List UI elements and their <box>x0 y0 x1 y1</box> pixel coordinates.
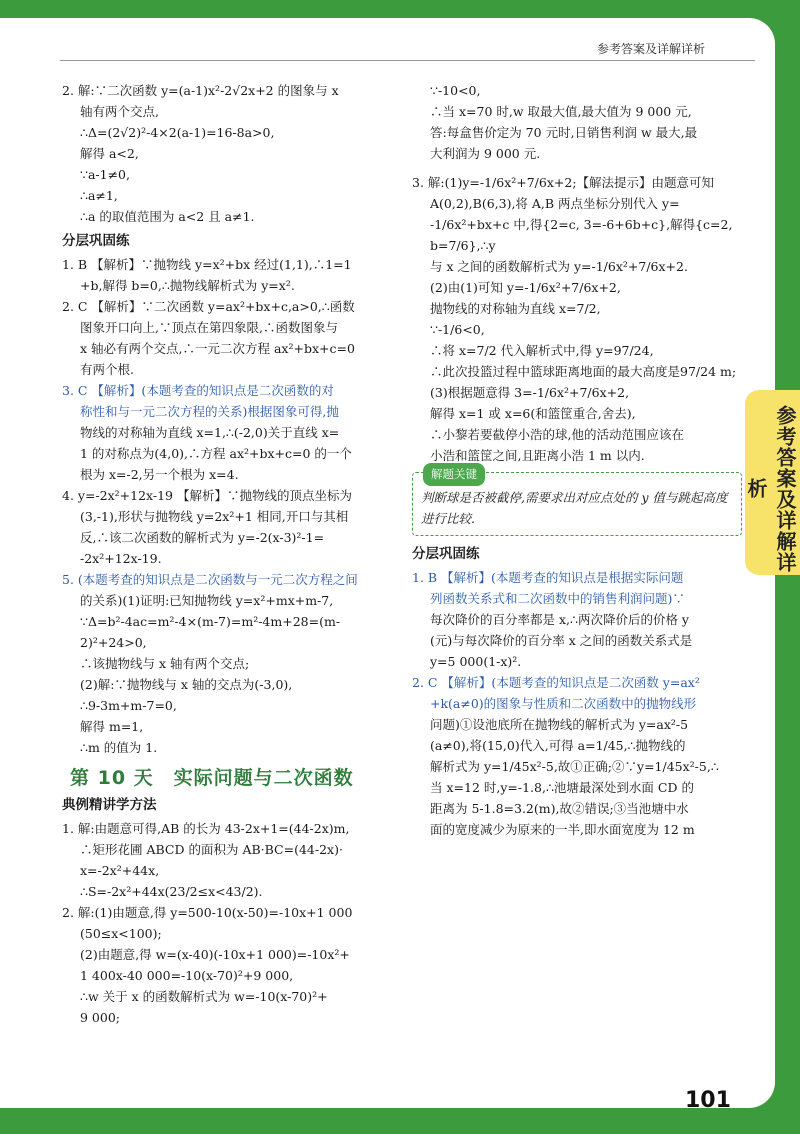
answer-block-s2 <box>62 818 394 1028</box>
text-line: ∴m 的值为 1. <box>80 740 158 755</box>
text-line: 4. y=-2x²+12x-19 【解析】∵抛物线的顶点坐标为 <box>62 488 352 503</box>
text-line: (2)由题意,得 w=(x-40)(-10x+1 000)=-10x²+ <box>80 947 350 962</box>
text-line: 2. C 【解析】∵二次函数 y=ax²+bx+c,a>0,∴函数 <box>62 299 355 314</box>
answer-block-s1 <box>62 254 394 758</box>
spacer <box>412 164 742 172</box>
answer-block-q2 <box>62 80 394 227</box>
text-line: 小浩和篮筐之间,且距离小浩 1 m 以内. <box>430 448 645 463</box>
text-line: 抛物线的对称轴为直线 x=7/2, <box>430 301 601 316</box>
text-line: ∵Δ=b²-4ac=m²-4×(m-7)=m²-4m+28=(m- <box>80 614 341 629</box>
text-line: 9 000; <box>80 1010 120 1025</box>
section-heading: 分层巩固练 <box>412 546 480 562</box>
text-line: (2)由(1)可知 y=-1/6x²+7/6x+2, <box>430 280 621 295</box>
text-line: (3)根据题意得 3=-1/6x²+7/6x+2, <box>430 385 630 400</box>
text-line: ∴矩形花圃 ABCD 的面积为 AB·BC=(44-2x)· <box>80 842 343 857</box>
text-line: 解得 a<2, <box>80 146 139 161</box>
text-line: 大利润为 9 000 元. <box>430 146 541 161</box>
text-line: 3. 解:(1)y=-1/6x²+7/6x+2;【解法提示】由题意可知 <box>412 175 715 190</box>
text-line: 反,∴该二次函数的解析式为 y=-2(x-3)²-1= <box>80 530 325 545</box>
answer-block-r1 <box>412 80 742 164</box>
text-line: 面的宽度减少为原来的一半,即水面宽度为 12 m <box>430 822 695 837</box>
text-line: -1/6x²+bx+c 中,得{2=c, 3=-6+6b+c},解得{c=2, b=7/6},∴y <box>430 217 733 253</box>
text-line: 物线的对称轴为直线 x=1,∴(-2,0)关于直线 x= <box>80 425 340 440</box>
header-title: 参考答案及详解详析 <box>596 42 705 56</box>
page-number: 101 <box>685 1088 731 1108</box>
text-line: (2)解:∵抛物线与 x 轴的交点为(-3,0), <box>80 677 293 692</box>
text-line: A(0,2),B(6,3),将 A,B 两点坐标分别代入 y= <box>430 196 680 211</box>
text-line: (3,-1),形状与抛物线 y=2x²+1 相同,开口与其相 <box>80 509 349 524</box>
text-line: ∵a-1≠0, <box>80 167 130 182</box>
text-line: x=-2x²+44x, <box>80 863 160 878</box>
section-heading: 分层巩固练 <box>62 233 130 249</box>
text-line: ∴当 x=70 时,w 取最大值,最大值为 9 000 元, <box>430 104 692 119</box>
text-line: ∴a≠1, <box>80 188 118 203</box>
text-line: 解得 x=1 或 x=6(和篮筐重合,舍去), <box>430 406 636 421</box>
text-line: ∴Δ=(2√2)²-4×2(a-1)=16-8a>0, <box>80 125 275 140</box>
text-line: 1. B 【解析】∵抛物线 y=x²+bx 经过(1,1),∴1=1 <box>62 257 352 272</box>
text-line: 当 x=12 时,y=-1.8,∴池塘最深处到水面 CD 的 <box>430 780 694 795</box>
text-line: ∵-10<0, <box>430 83 481 98</box>
text-line: (50≤x<100); <box>80 926 162 941</box>
text-line: 解得 m=1, <box>80 719 144 734</box>
text-line: 5. (本题考查的知识点是二次函数与一元二次方程之间 <box>62 572 358 587</box>
key-point-label: 解题关键 <box>423 463 485 486</box>
text-line: 2. 解:(1)由题意,得 y=500-10(x-50)=-10x+1 000 <box>62 905 353 920</box>
text-line: 与 x 之间的函数解析式为 y=-1/6x²+7/6x+2. <box>430 259 688 274</box>
right-column <box>412 80 742 840</box>
left-column <box>62 80 394 1028</box>
text-line: 1 400x-40 000=-10(x-70)²+9 000, <box>80 968 294 983</box>
section-heading: 典例精讲学方法 <box>62 797 157 813</box>
text-line: 图象开口向上,∵顶点在第四象限,∴函数图象与 <box>80 320 338 335</box>
text-line: (a≠0),将(15,0)代入,可得 a=1/45,∴抛物线的 <box>430 738 686 753</box>
text-line: +b,解得 b=0,∴抛物线解析式为 y=x². <box>80 278 295 293</box>
text-line: 距离为 5-1.8=3.2(m),故②错误;③当池塘中水 <box>430 801 689 816</box>
text-line: 根为 x=-2,另一个根为 x=4. <box>80 467 239 482</box>
text-line: ∴该抛物线与 x 轴有两个交点; <box>80 656 250 671</box>
text-line: ∴将 x=7/2 代入解析式中,得 y=97/24, <box>430 343 654 358</box>
text-line: 问题)①设池底所在抛物线的解析式为 y=ax²-5 <box>430 717 689 732</box>
key-point-box <box>412 467 742 536</box>
text-line: ∴此次投篮过程中篮球距离地面的最大高度是97/24 m; <box>430 364 737 379</box>
text-line: 解析式为 y=1/45x²-5,故①正确;②∵y=1/45x²-5,∴ <box>430 759 719 774</box>
day-title: 第 10 天 实际问题与二次函数 <box>70 767 354 789</box>
text-line: +k(a≠0)的图象与性质和二次函数中的抛物线形 <box>430 696 697 711</box>
text-line: 每次降价的百分率都是 x,∴两次降价后的价格 y <box>430 612 689 627</box>
text-line: 列函数关系式和二次函数中的销售利润问题)∵ <box>430 591 685 606</box>
text-line: ∴a 的取值范围为 a<2 且 a≠1. <box>80 209 255 224</box>
text-line: -2x²+12x-19. <box>80 551 162 566</box>
side-tab <box>745 390 800 575</box>
text-line: (元)与每次降价的百分率 x 之间的函数关系式是 <box>430 633 693 648</box>
text-line: 有两个根. <box>80 362 134 377</box>
text-line: x 轴必有两个交点,∴一元二次方程 ax²+bx+c=0 <box>80 341 355 356</box>
text-line: 2. C 【解析】(本题考查的知识点是二次函数 y=ax² <box>412 675 700 690</box>
text-line: ∵-1/6<0, <box>430 322 485 337</box>
text-line: 的关系)(1)证明:已知抛物线 y=x²+mx+m-7, <box>80 593 334 608</box>
answer-block-s3 <box>412 567 742 840</box>
text-line: 1 的对称点为(4,0),∴方程 ax²+bx+c=0 的一个 <box>80 446 352 461</box>
text-line: 1. B 【解析】(本题考查的知识点是根据实际问题 <box>412 570 684 585</box>
text-line: 称性和与一元二次方程的关系)根据图象可得,抛 <box>80 404 339 419</box>
document-sheet <box>0 18 775 1108</box>
answer-block-r3 <box>412 172 742 466</box>
key-point-text: 判断球是否被截停,需要求出对应点处的 y 值与跳起高度进行比较. <box>421 490 728 526</box>
text-line: ∴小黎若要截停小浩的球,他的活动范围应该在 <box>430 427 684 442</box>
side-tab-label: 参考答案及详解详析 <box>744 404 797 573</box>
text-line: y=5 000(1-x)². <box>430 654 522 669</box>
page-header <box>0 18 775 62</box>
text-line: 2)²+24>0, <box>80 635 147 650</box>
header-divider <box>60 60 755 61</box>
text-line: 1. 解:由题意可得,AB 的长为 43-2x+1=(44-2x)m, <box>62 821 350 836</box>
text-line: 答:每盒售价定为 70 元时,日销售利润 w 最大,最 <box>430 125 698 140</box>
text-line: ∴w 关于 x 的函数解析式为 w=-10(x-70)²+ <box>80 989 328 1004</box>
text-line: 3. C 【解析】(本题考查的知识点是二次函数的对 <box>62 383 334 398</box>
text-line: 2. 解:∵二次函数 y=(a-1)x²-2√2x+2 的图象与 x <box>62 83 339 98</box>
text-line: ∴S=-2x²+44x(23/2≤x<43/2). <box>80 884 263 899</box>
text-line: ∴9-3m+m-7=0, <box>80 698 177 713</box>
text-line: 轴有两个交点, <box>80 104 159 119</box>
